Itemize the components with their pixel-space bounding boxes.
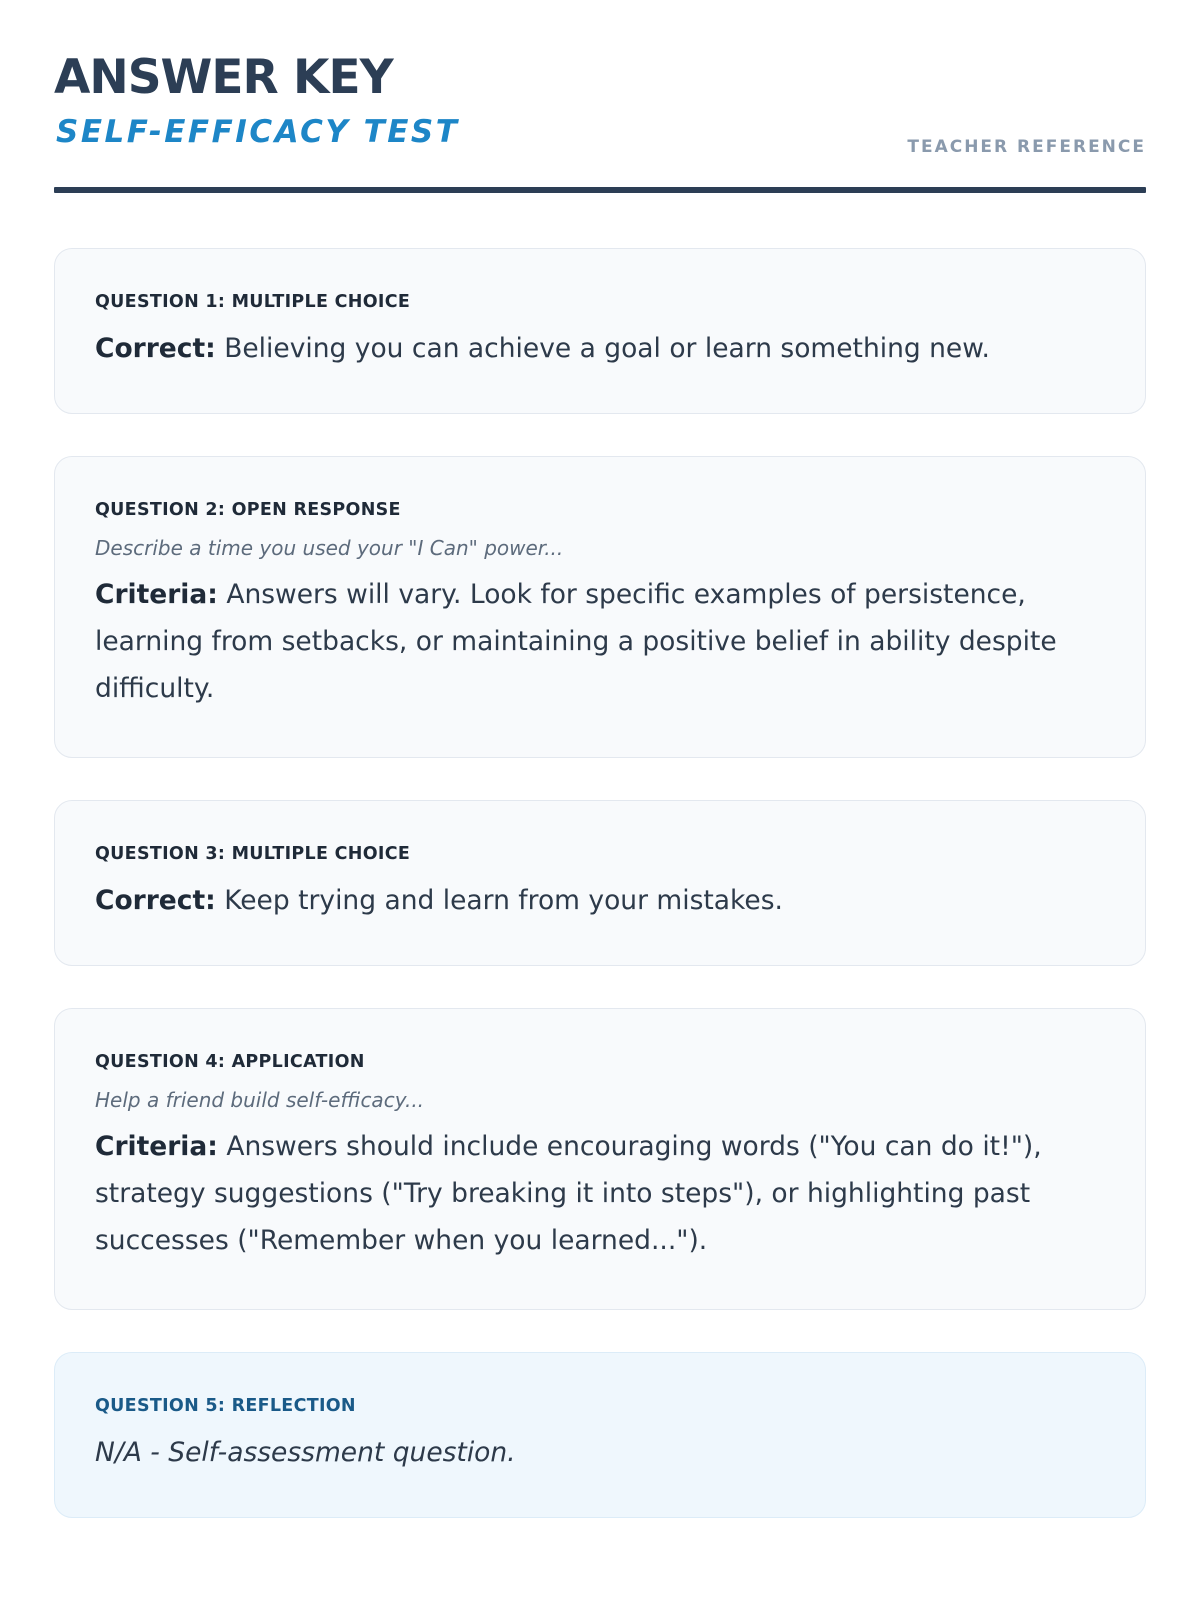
answer-key-label: Criteria: <box>95 579 218 610</box>
question-card-4 <box>54 1008 1146 1310</box>
answer-text: N/A - Self-assessment question. <box>95 1437 516 1468</box>
answer-text: Answers will vary. Look for specific examples of persistence, learning from setbacks, or maintaining a positive belief in ability despite difficulty. <box>95 579 1057 704</box>
question-answer <box>95 1429 1105 1476</box>
answer-key-label: Correct: <box>95 333 216 364</box>
teacher-reference-label: TEACHER REFERENCE <box>907 137 1146 157</box>
answer-key-label: Criteria: <box>95 1131 218 1162</box>
question-answer <box>95 877 1105 924</box>
question-prompt: Help a friend build self-efficacy... <box>95 1088 425 1112</box>
question-label: QUESTION 4: APPLICATION <box>95 1052 365 1072</box>
question-answer <box>95 571 1105 712</box>
question-label: QUESTION 1: MULTIPLE CHOICE <box>95 292 411 312</box>
question-answer <box>95 1123 1105 1264</box>
answer-text: Keep trying and learn from your mistakes. <box>224 885 783 916</box>
question-list <box>54 248 1146 1560</box>
header-divider <box>54 187 1146 193</box>
question-label: QUESTION 2: OPEN RESPONSE <box>95 500 401 520</box>
page-subtitle: SELF-EFFICACY TEST <box>56 114 460 150</box>
answer-text: Believing you can achieve a goal or learn something new. <box>224 333 990 364</box>
answer-key-label: Correct: <box>95 885 216 916</box>
page-title: ANSWER KEY <box>54 50 393 105</box>
question-answer <box>95 325 1105 372</box>
question-label: QUESTION 3: MULTIPLE CHOICE <box>95 844 411 864</box>
question-label: QUESTION 5: REFLECTION <box>95 1396 356 1416</box>
question-card-3 <box>54 800 1146 966</box>
question-card-2 <box>54 456 1146 758</box>
page-header <box>54 0 1146 194</box>
question-prompt: Describe a time you used your "I Can" power... <box>95 536 564 560</box>
question-card-5 <box>54 1352 1146 1518</box>
answer-text: Answers should include encouraging words ("You can do it!"), strategy suggestions ("Try breaking it into steps"), or highlighting past successes ("Remember when you learned..."). <box>95 1131 1042 1256</box>
question-card-1 <box>54 248 1146 414</box>
